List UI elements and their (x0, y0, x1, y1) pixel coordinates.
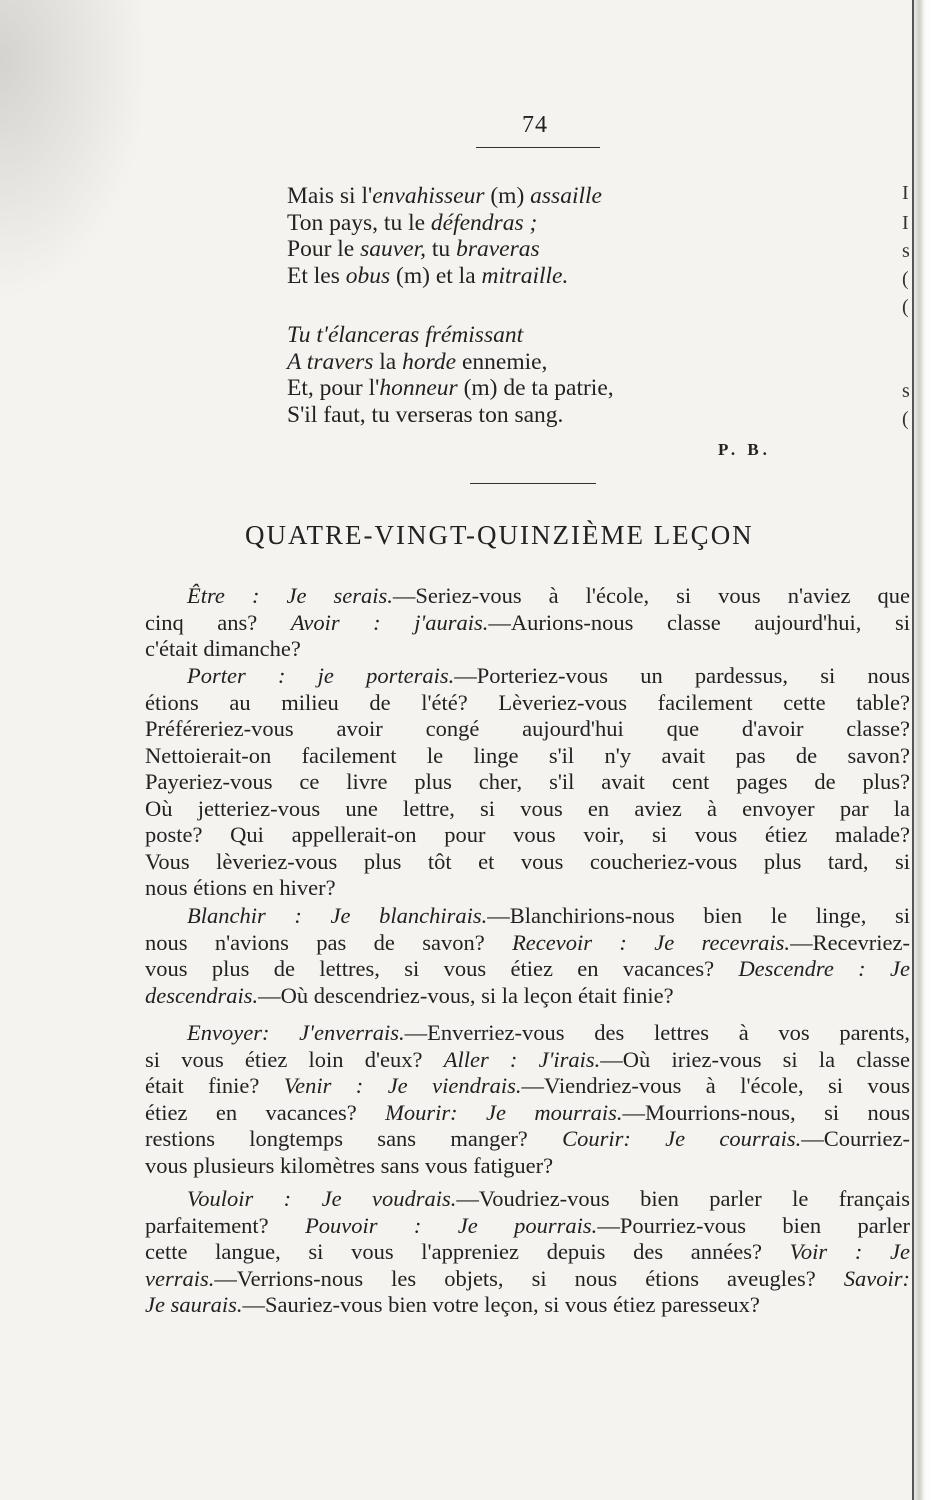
text-line (145, 1020, 910, 1047)
poem-line (287, 183, 602, 210)
italic-run: Je saurais. (145, 1292, 243, 1317)
text-line (145, 796, 910, 823)
italic-run: Tu t'élanceras frémissant (287, 322, 524, 348)
poem-line (287, 322, 614, 349)
text-line (145, 822, 910, 849)
text-line (145, 1047, 910, 1074)
text-line (145, 1292, 910, 1319)
text-run: —Pourriez-vous bien parler (597, 1212, 910, 1238)
text-run: poste? Qui appellerait-on pour vous voir, si vous étiez malade? (145, 822, 910, 847)
lesson-paragraph (145, 1186, 910, 1319)
italic-run: Mourir: Je mourrais. (385, 1099, 623, 1125)
text-run: Et les (287, 262, 346, 289)
italic-run: obus (345, 262, 391, 289)
text-run: nous n'avions pas de savon? (145, 929, 513, 955)
poem-line (287, 236, 602, 263)
text-run: Pour le (287, 236, 361, 262)
italic-run: Venir : Je viendrais. (283, 1073, 522, 1098)
text-run: était finie? (145, 1073, 284, 1098)
text-run: —Où descendriez-vous, si la leçon était finie? (258, 982, 674, 1008)
text-run: (m) et la (390, 262, 482, 289)
lesson-paragraph (145, 583, 910, 663)
text-run: Et, pour (287, 375, 369, 401)
text-run: —Blanchirions-nous bien le linge, si (487, 903, 910, 928)
text-line (145, 1126, 910, 1153)
text-run: —Seriez-vous à l'école, si vous n'aviez que (392, 583, 911, 608)
text-run: la (373, 348, 403, 375)
facing-page-edge (912, 0, 932, 1500)
margin-bleed-char: s (902, 380, 910, 402)
text-run: S'il faut, tu verseras ton sang. (287, 401, 564, 428)
italic-run: A travers (287, 348, 374, 375)
text-run: —Courriez- (801, 1126, 910, 1151)
text-run: étiez en vacances? (145, 1099, 386, 1125)
poem-line (287, 375, 614, 402)
italic-run: Descendre : Je (738, 956, 910, 981)
text-run: Ton pays, tu le (287, 209, 431, 236)
text-run: Où jetteriez-vous une lettre, si vous en aviez à envoyer par la (145, 795, 910, 821)
text-run: restions longtemps sans manger? (145, 1126, 563, 1151)
text-line (145, 849, 910, 876)
lesson-paragraph (145, 663, 910, 902)
text-run: Préféreriez-vous avoir congé aujourd'hui que d'avoir classe? (145, 716, 910, 741)
text-run: Nettoierait-on facilement le linge s'il n'y avait pas de savon? (145, 742, 910, 768)
text-line (145, 1100, 910, 1127)
text-run: Payeriez-vous ce livre plus cher, s'il avait cent pages de plus? (145, 769, 910, 794)
text-line (145, 903, 910, 930)
section-divider (470, 483, 596, 484)
italic-run: horde (402, 348, 457, 375)
text-run: vous plusieurs kilomètres sans vous fatiguer? (145, 1152, 554, 1178)
italic-run: Porter : je porterais. (187, 663, 455, 688)
text-run: vous plus de lettres, si vous étiez en vacances? (145, 956, 739, 981)
text-run: —Voudriez-vous bien parler le français (456, 1186, 910, 1211)
text-line (145, 983, 910, 1010)
italic-run: sauver, (360, 236, 427, 262)
italic-run: Envoyer: J'enverrais. (187, 1020, 405, 1045)
text-line (145, 1073, 910, 1100)
text-line (145, 1186, 910, 1213)
margin-bleed-char: ( (902, 268, 909, 290)
poem-signature: P. B. (718, 440, 771, 459)
text-run: c'était dimanche? (145, 636, 301, 661)
poem-line (287, 210, 602, 237)
text-line (145, 956, 910, 983)
text-line (145, 1153, 910, 1180)
text-run: —Enverriez-vous des lettres à vos parents, (404, 1020, 911, 1045)
italic-run: Recevoir : Je recevrais. (512, 929, 791, 955)
text-line (145, 583, 910, 610)
text-run: —Porteriez-vous un pardessus, si nous (454, 663, 910, 688)
margin-bleed-char: I (902, 182, 909, 204)
italic-run: Aller : J'irais. (443, 1046, 601, 1072)
page-number: 74 (522, 112, 548, 138)
text-run: (m) (484, 183, 531, 209)
text-run: (m) de ta patrie, (457, 375, 614, 401)
text-line (145, 1266, 910, 1293)
poem-stanza-1 (287, 183, 602, 289)
italic-run: Blanchir : Je blanchirais. (187, 903, 488, 928)
italic-run: envahisseur (372, 183, 485, 209)
text-run: cette langue, si vous l'appreniez depuis des années? (145, 1239, 790, 1264)
italic-run: braveras (456, 236, 540, 262)
page-shadow (0, 0, 150, 300)
text-run: —Mourrions-nous, si nous (622, 1099, 910, 1125)
text-run: cinq ans? (145, 609, 291, 635)
italic-run: honneur (379, 375, 458, 401)
margin-bleed-char: s (902, 240, 910, 262)
text-run: Vous lèveriez-vous plus tôt et vous coucheriez-vous plus tard, si (145, 848, 910, 874)
italic-run: Être : Je serais. (187, 583, 393, 608)
text-run: Mais si (287, 183, 362, 209)
text-run: —Où iriez-vous si la classe (600, 1046, 911, 1072)
italic-run: Savoir: (843, 1265, 910, 1291)
header-rule (476, 147, 600, 148)
text-run: —Viendriez-vous à l'école, si vous (521, 1073, 910, 1098)
text-line (145, 1239, 910, 1266)
italic-run: Vouloir : Je voudrais. (187, 1186, 457, 1211)
margin-bleed-char: ( (902, 296, 909, 318)
lesson-paragraph (145, 1020, 910, 1179)
text-run: nous étions en hiver? (145, 875, 336, 900)
italic-run: Avoir : j'aurais. (290, 609, 489, 635)
text-run: —Aurions-nous classe aujourd'hui, si (488, 609, 910, 635)
italic-run: verrais. (145, 1265, 215, 1291)
italic-run: Courir: Je courrais. (562, 1126, 802, 1151)
text-run: —Recevriez- (790, 929, 910, 955)
lesson-title: QUATRE-VINGT-QUINZIÈME LEÇON (245, 520, 754, 550)
text-line (145, 1213, 910, 1240)
text-line (145, 875, 910, 902)
text-line (145, 636, 910, 663)
text-line (145, 716, 910, 743)
text-run: étions au milieu de l'été? Lèveriez-vous facilement cette table? (145, 689, 910, 715)
text-line (145, 930, 910, 957)
text-run: parfaitement? (145, 1212, 306, 1238)
italic-run: Voir : Je (789, 1239, 910, 1264)
text-line (145, 663, 910, 690)
poem-stanza-2 (287, 322, 614, 428)
italic-run: descendrais. (145, 982, 259, 1008)
margin-bleed-char: I (902, 212, 909, 234)
text-run: —Verrions-nous les objets, si nous étions aveugles? (214, 1265, 844, 1291)
text-run: l' (361, 183, 373, 209)
italic-run: Pouvoir : Je pourrais. (305, 1212, 598, 1238)
poem-line (287, 349, 614, 376)
text-run: —Sauriez-vous bien votre leçon, si vous étiez paresseux? (242, 1292, 760, 1317)
text-line (145, 610, 910, 637)
text-run: ennemie, (456, 348, 548, 375)
poem-line (287, 263, 602, 290)
text-run: si vous étiez loin d'eux? (145, 1046, 444, 1072)
text-run: l' (368, 375, 380, 401)
text-line (145, 690, 910, 717)
text-line (145, 769, 910, 796)
text-run: tu (426, 236, 457, 262)
margin-bleed-char: ( (902, 408, 909, 430)
text-line (145, 743, 910, 770)
italic-run: mitraille. (481, 262, 569, 289)
poem-line (287, 402, 614, 429)
italic-run: assaille (530, 183, 602, 209)
italic-run: défendras ; (430, 209, 538, 236)
lesson-paragraph (145, 903, 910, 1009)
